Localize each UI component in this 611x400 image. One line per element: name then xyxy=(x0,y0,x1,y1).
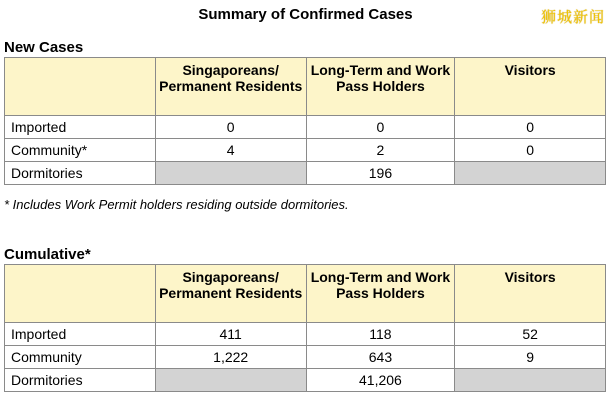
cumulative-heading: Cumulative* xyxy=(4,246,91,263)
header-corner-cell xyxy=(5,265,156,323)
cell-value: 0 xyxy=(306,116,455,139)
header-singaporeans-pr: Singaporeans/ Permanent Residents xyxy=(155,58,306,116)
cell-value: 41,206 xyxy=(306,369,455,392)
header-singaporeans-pr: Singaporeans/ Permanent Residents xyxy=(155,265,306,323)
table-row xyxy=(5,369,606,392)
grey-cell xyxy=(455,369,606,392)
table-row xyxy=(5,323,606,346)
grey-cell xyxy=(155,369,306,392)
cell-value: 2 xyxy=(306,139,455,162)
footnote: * Includes Work Permit holders residing outside dormitories. xyxy=(4,197,349,212)
table-row xyxy=(5,116,606,139)
page-title: Summary of Confirmed Cases xyxy=(198,6,413,23)
cell-value: 0 xyxy=(155,116,306,139)
header-visitors: Visitors xyxy=(455,58,606,116)
table-row xyxy=(5,346,606,369)
new-cases-table xyxy=(4,57,606,185)
header-long-term-work-pass: Long-Term and Work Pass Holders xyxy=(306,265,455,323)
row-label-community: Community xyxy=(5,346,156,369)
cell-value: 0 xyxy=(455,116,606,139)
cell-value: 643 xyxy=(306,346,455,369)
watermark-logo: 狮城新闻 xyxy=(540,8,605,26)
row-label-imported: Imported xyxy=(5,323,156,346)
row-label-dormitories: Dormitories xyxy=(5,162,156,185)
new-cases-heading: New Cases xyxy=(4,39,84,56)
row-label-dormitories: Dormitories xyxy=(5,369,156,392)
row-label-community: Community* xyxy=(5,139,156,162)
header-visitors: Visitors xyxy=(455,265,606,323)
cell-value: 52 xyxy=(455,323,606,346)
table-row xyxy=(5,162,606,185)
table-row xyxy=(5,139,606,162)
header-corner-cell xyxy=(5,58,156,116)
cell-value: 1,222 xyxy=(155,346,306,369)
cell-value: 196 xyxy=(306,162,455,185)
table-header-row xyxy=(5,58,606,116)
cumulative-table xyxy=(4,264,606,392)
cell-value: 4 xyxy=(155,139,306,162)
header-long-term-work-pass: Long-Term and Work Pass Holders xyxy=(306,58,455,116)
grey-cell xyxy=(455,162,606,185)
table-header-row xyxy=(5,265,606,323)
cell-value: 0 xyxy=(455,139,606,162)
cell-value: 411 xyxy=(155,323,306,346)
grey-cell xyxy=(155,162,306,185)
row-label-imported: Imported xyxy=(5,116,156,139)
cell-value: 9 xyxy=(455,346,606,369)
cell-value: 118 xyxy=(306,323,455,346)
